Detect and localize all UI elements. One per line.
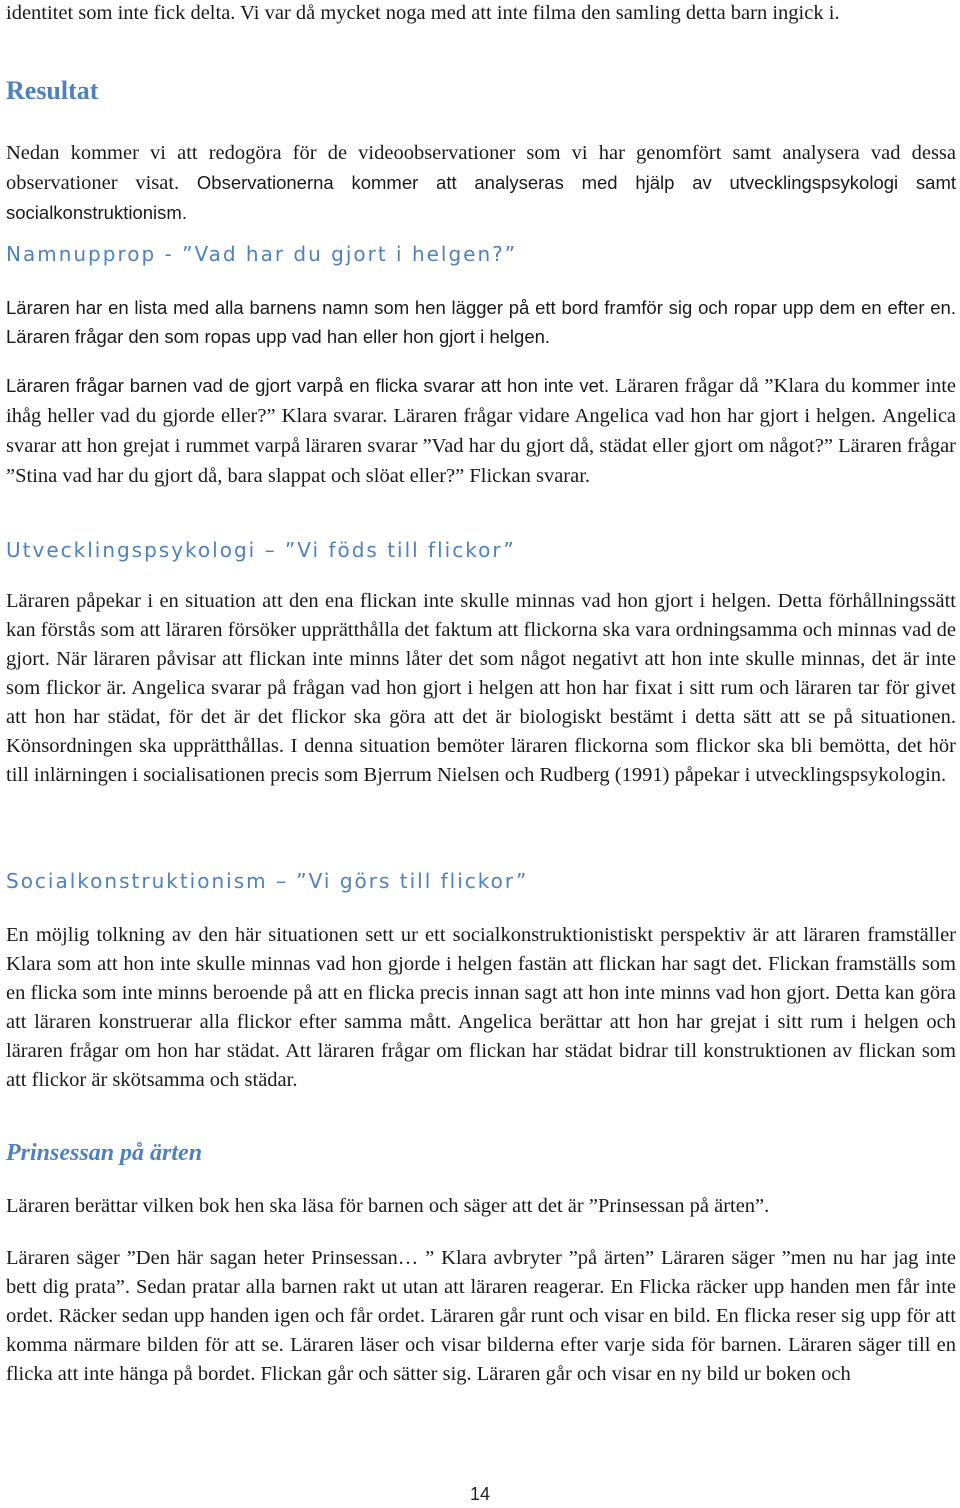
- heading-prinsessan: Prinsessan på ärten: [6, 1140, 203, 1166]
- namnupprop-p1-sentence-2: Läraren frågar den som ropas upp vad han eller hon gjort i helgen.: [6, 326, 551, 347]
- heading-utvecklingspsykologi: Utvecklingspsykologi – ”Vi föds till flickor”: [6, 538, 516, 562]
- namnupprop-p2-sentence-5: Läraren frågar ”Stina vad har du gjort då, bara slappat och slöat eller?” Flickan svarar.: [6, 435, 956, 487]
- namnupprop-p2-sentence-2: Läraren frågar då ”Klara du kommer inte ihåg heller vad du gjorde eller?” Klara svarar.: [6, 375, 956, 427]
- intro-paragraph: identitet som inte fick delta. Vi var då mycket noga med att inte filma den samling detta barn ingick i.: [6, 2, 840, 24]
- resultat-sentence-1: Nedan kommer vi att redogöra för de videoobservationer som vi har genomfört samt analysera vad dessa observationer visat.: [6, 142, 956, 194]
- utvecklingspsykologi-paragraph: Läraren påpekar i en situation att den ena flickan inte skulle minnas vad hon gjort i helgen. Detta förhållningssätt kan förstås som att läraren försöker upprätthålla det faktum att flickorna ska vara ordningsamma och minnas vad de gjort. När läraren påvisar att flickan inte minns låter det som något negativt att hon inte skulle minnas, det är inte som flickor är. Angelica svarar på frågan vad hon gjort i helgen att hon har fixat i sitt rum och läraren tar för givet att hon har städat, för det är det flickor ska göra att det är biologiskt bestämt i detta sätt att se på situationen. Könsordningen ska upprätthållas. I denna situation bemöter läraren flickorna som flickor ska bli bemötta, det hör till inlärningen i socialisationen precis som Bjerrum Nielsen och Rudberg (1991) påpekar i utvecklingspsykologin.: [6, 590, 956, 786]
- heading-namnupprop: Namnupprop - ”Vad har du gjort i helgen?”: [6, 242, 518, 266]
- prinsessan-paragraph-2: Läraren säger ”Den här sagan heter Prinsessan… ” Klara avbryter ”på ärten” Läraren säger ”men nu har jag inte bett dig prata”. Sedan pratar alla barnen rakt ut utan att läraren reagerar. En Flicka räcker upp handen men får inte ordet. Räcker sedan upp handen igen och får ordet. Läraren går runt och visar en bild. En flicka reser sig upp för att komma närmare bilden för att se. Läraren läser och visar bilderna efter varje sida för barnen. Läraren säger till en flicka att inte hänga på bordet. Flickan går och sätter sig. Läraren går och visar en ny bild ur boken och: [6, 1247, 956, 1385]
- resultat-sentence-2: Observationerna kommer att analyseras med hjälp av utvecklingspsykologi samt socialkonstruktionism.: [6, 172, 956, 223]
- namnupprop-paragraph-1: [6, 293, 956, 351]
- resultat-paragraph: [6, 139, 956, 228]
- namnupprop-p2-sentence-3: Läraren frågar vidare Angelica vad hon har gjort i helgen.: [393, 405, 876, 427]
- namnupprop-paragraph-2: [6, 371, 956, 491]
- heading-resultat: Resultat: [6, 76, 99, 105]
- namnupprop-p2-sentence-1: Läraren frågar barnen vad de gjort varpå en flicka svarar att hon inte vet.: [6, 375, 610, 396]
- namnupprop-p2-sentence-4: Angelica svarar att hon grejat i rummet varpå läraren svarar ”Vad har du gjort då, städat eller gjort om något?”: [6, 405, 957, 457]
- heading-socialkonstruktionism: Socialkonstruktionism – ”Vi görs till flickor”: [6, 869, 529, 893]
- socialkonstruktionism-paragraph: En möjlig tolkning av den här situationen sett ur ett socialkonstruktionistiskt perspektiv är att läraren framställer Klara som att hon inte skulle minnas vad hon gjorde i helgen fastän att flickan har sagt det. Flickan framställs som en flicka som inte minns beroende på att en flicka precis innan sagt att hon inte minns vad hon gjort. Detta kan göra att läraren konstruerar alla flickor efter samma mått. Angelica berättar att hon har grejat i sitt rum i helgen och läraren frågar om hon har städat. Att läraren frågar om flickan har städat bidrar till konstruktionen av flickan som att flickor är skötsamma och städar.: [6, 924, 956, 1091]
- page-number: 14: [469, 1484, 491, 1504]
- namnupprop-p1-sentence-1: Läraren har en lista med alla barnens namn som hen lägger på ett bord framför sig och ropar upp dem en efter en.: [6, 297, 956, 318]
- prinsessan-paragraph-1: Läraren berättar vilken bok hen ska läsa för barnen och säger att det är ”Prinsessan på ärten”.: [6, 1195, 770, 1217]
